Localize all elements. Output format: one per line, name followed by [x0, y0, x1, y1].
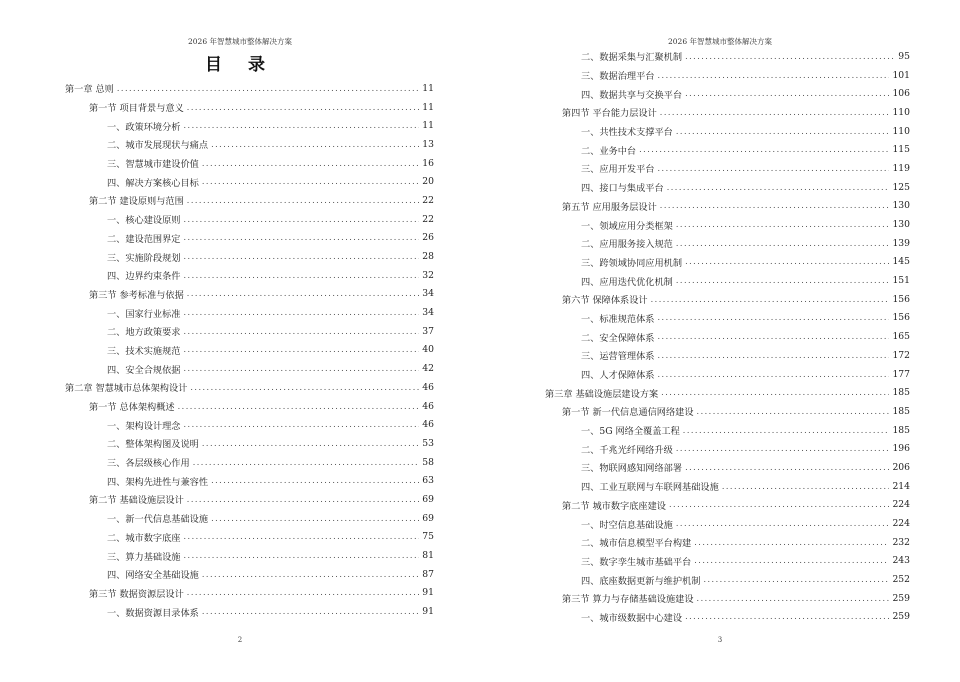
toc-entry-page: 110 — [892, 125, 910, 137]
toc-leader-dots — [202, 439, 419, 448]
toc-entry-item[interactable] — [480, 346, 960, 365]
toc-entry-page: 69 — [422, 493, 434, 505]
toc-entry-label: 四、人才保障体系 — [581, 370, 655, 382]
toc-entry-page: 11 — [422, 82, 434, 94]
toc-entry-page: 32 — [422, 269, 434, 281]
toc-entry-item[interactable] — [480, 84, 960, 103]
toc-entry-chapter[interactable] — [0, 378, 480, 397]
toc-entry-item[interactable] — [480, 608, 960, 627]
toc-entry-item[interactable] — [480, 215, 960, 234]
toc-leader-dots — [676, 276, 890, 285]
toc-entry-label: 四、工业互联网与车联网基础设施 — [581, 482, 719, 494]
toc-entry-label: 第二节 基础设施层设计 — [89, 495, 184, 507]
toc-entry-item[interactable] — [480, 140, 960, 159]
toc-entry-label: 三、跨领域协同应用机制 — [581, 257, 683, 269]
toc-leader-dots — [685, 89, 889, 98]
toc-entry-page: 224 — [892, 518, 910, 530]
toc-entry-label: 第一章 总则 — [65, 84, 114, 96]
toc-entry-page: 145 — [892, 256, 910, 268]
toc-entry-page: 91 — [422, 587, 434, 599]
toc-leader-dots — [184, 121, 420, 130]
toc-entry-item[interactable] — [480, 439, 960, 458]
toc-leader-dots — [193, 458, 420, 467]
toc-leader-dots — [685, 257, 889, 266]
toc-entry-item[interactable] — [0, 602, 480, 621]
toc-entry-item[interactable] — [0, 546, 480, 565]
toc-leader-dots — [202, 607, 419, 616]
toc-entry-page: 165 — [892, 331, 910, 343]
toc-entry-item[interactable] — [0, 565, 480, 584]
toc-leader-dots — [202, 570, 419, 579]
toc-leader-dots — [211, 476, 419, 485]
toc-leader-dots — [184, 308, 420, 317]
toc-entry-page: 156 — [892, 312, 910, 324]
toc-leader-dots — [658, 164, 890, 173]
toc-entry-item[interactable] — [0, 266, 480, 285]
toc-entry-label: 一、共性技术支撑平台 — [581, 127, 673, 139]
toc-entry-page: 224 — [892, 499, 910, 511]
toc-entry-label: 一、架构设计理念 — [107, 420, 181, 432]
toc-entry-page: 243 — [892, 555, 910, 567]
toc-entry-label: 三、实施阶段规划 — [107, 252, 181, 264]
toc-entry-item[interactable] — [480, 309, 960, 328]
toc-entry-item[interactable] — [480, 253, 960, 272]
toc-entry-item[interactable] — [480, 47, 960, 66]
toc-leader-dots — [187, 495, 420, 504]
toc-entry-label: 第一节 总体架构概述 — [89, 402, 175, 414]
toc-leader-dots — [117, 84, 419, 93]
toc-title: 目 录 — [205, 55, 275, 75]
toc-entry-page: 63 — [422, 475, 434, 487]
toc-entry-page: 26 — [422, 232, 434, 244]
toc-entry-item[interactable] — [0, 229, 480, 248]
toc-entry-label: 二、业务中台 — [581, 145, 637, 157]
toc-leader-dots — [683, 426, 890, 435]
toc-leader-dots — [658, 351, 890, 360]
toc-entry-label: 一、新一代信息基础设施 — [107, 514, 209, 526]
toc-entry-page: 37 — [422, 325, 434, 337]
toc-entry-section[interactable] — [480, 290, 960, 309]
toc-leader-dots — [211, 140, 419, 149]
toc-entry-page: 11 — [422, 120, 434, 132]
toc-entry-label: 三、应用开发平台 — [581, 164, 655, 176]
toc-leader-dots — [685, 52, 895, 61]
toc-entry-item[interactable] — [480, 234, 960, 253]
toc-entry-item[interactable] — [0, 453, 480, 472]
toc-leader-dots — [676, 127, 890, 136]
toc-entry-item[interactable] — [480, 365, 960, 384]
toc-entry-section[interactable] — [0, 191, 480, 210]
toc-entry-item[interactable] — [0, 154, 480, 173]
toc-entry-page: 139 — [892, 237, 910, 249]
toc-entry-page: 110 — [892, 106, 910, 118]
toc-entry-label: 一、领域应用分类框架 — [581, 220, 673, 232]
toc-entry-page: 28 — [422, 251, 434, 263]
toc-entry-item[interactable] — [480, 533, 960, 552]
toc-entry-item[interactable] — [480, 570, 960, 589]
toc-entry-item[interactable] — [480, 477, 960, 496]
toc-leader-dots — [658, 332, 890, 341]
toc-leader-dots — [184, 364, 420, 373]
toc-entry-label: 第一节 项目背景与意义 — [89, 103, 184, 115]
toc-entry-page: 91 — [422, 606, 434, 618]
toc-leader-dots — [178, 402, 420, 411]
toc-entry-label: 三、各层级核心作用 — [107, 458, 190, 470]
toc-entry-section[interactable] — [480, 103, 960, 122]
toc-entry-item[interactable] — [0, 210, 480, 229]
toc-entry-label: 三、技术实施规范 — [107, 345, 181, 357]
toc-leader-dots — [694, 556, 889, 565]
toc-leader-dots — [184, 420, 420, 429]
toc-entry-label: 第六节 保障体系设计 — [562, 295, 648, 307]
toc-entry-item[interactable] — [480, 421, 960, 440]
toc-leader-dots — [660, 108, 890, 117]
toc-leader-dots — [184, 252, 420, 261]
toc-entry-page: 46 — [422, 419, 434, 431]
toc-entry-page: 22 — [422, 194, 434, 206]
toc-entry-page: 13 — [422, 138, 434, 150]
toc-entry-item[interactable] — [0, 247, 480, 266]
toc-entry-label: 一、时空信息基础设施 — [581, 519, 673, 531]
toc-leader-dots — [190, 383, 419, 392]
toc-entry-page: 95 — [898, 50, 910, 62]
toc-entry-label: 一、政策环境分析 — [107, 121, 181, 133]
toc-entry-page: 46 — [422, 381, 434, 393]
toc-entry-page: 130 — [892, 219, 910, 231]
toc-entry-page: 58 — [422, 456, 434, 468]
toc-leader-dots — [694, 538, 889, 547]
toc-entry-page: 185 — [892, 405, 910, 417]
toc-entry-label: 第四节 平台能力层设计 — [562, 108, 657, 120]
toc-leader-dots — [660, 201, 890, 210]
toc-entry-page: 119 — [892, 162, 910, 174]
toc-entry-item[interactable] — [480, 66, 960, 85]
toc-entry-item[interactable] — [480, 552, 960, 571]
toc-leader-dots — [661, 388, 889, 397]
toc-entry-label: 二、城市发展现状与痛点 — [107, 140, 209, 152]
toc-entry-item[interactable] — [0, 341, 480, 360]
toc-leader-dots — [722, 482, 890, 491]
toc-entry-item[interactable] — [0, 172, 480, 191]
toc-entry-chapter[interactable] — [0, 79, 480, 98]
right-page — [480, 0, 960, 682]
toc-entry-page: 232 — [892, 536, 910, 548]
toc-entry-label: 一、城市级数据中心建设 — [581, 612, 683, 624]
toc-leader-dots — [184, 271, 420, 280]
toc-entry-section[interactable] — [0, 490, 480, 509]
toc-entry-label: 第二节 城市数字底座建设 — [562, 500, 666, 512]
toc-entry-label: 四、安全合规依据 — [107, 364, 181, 376]
toc-entry-label: 三、数字孪生城市基础平台 — [581, 556, 692, 568]
toc-leader-dots — [639, 145, 889, 154]
toc-entry-section[interactable] — [0, 285, 480, 304]
toc-entry-item[interactable] — [0, 528, 480, 547]
toc-entry-page: 259 — [892, 592, 910, 604]
toc-entry-label: 四、接口与集成平台 — [581, 183, 664, 195]
toc-entry-page: 151 — [892, 275, 910, 287]
toc-entry-label: 第三节 参考标准与依据 — [89, 289, 184, 301]
toc-entry-page: 34 — [422, 307, 434, 319]
toc-entry-section[interactable] — [480, 197, 960, 216]
toc-entry-item[interactable] — [0, 116, 480, 135]
toc-entry-label: 第三节 算力与存储基础设施建设 — [562, 594, 694, 606]
toc-leader-dots — [211, 514, 419, 523]
toc-entry-label: 二、建设范围界定 — [107, 233, 181, 245]
toc-entry-page: 22 — [422, 213, 434, 225]
toc-leader-dots — [667, 183, 890, 192]
toc-entry-item[interactable] — [0, 322, 480, 341]
toc-entry-page: 156 — [892, 293, 910, 305]
toc-leader-dots — [184, 345, 420, 354]
toc-entry-label: 二、地方政策要求 — [107, 327, 181, 339]
toc-leader-dots — [685, 463, 889, 472]
toc-leader-dots — [187, 103, 420, 112]
toc-leader-dots — [187, 588, 420, 597]
toc-entry-page: 40 — [422, 344, 434, 356]
toc-leader-dots — [703, 575, 889, 584]
page-header: 2026 年智慧城市整体解决方案 — [668, 37, 772, 46]
toc-entry-label: 二、城市信息模型平台构建 — [581, 538, 692, 550]
toc-entry-item[interactable] — [480, 458, 960, 477]
toc-leader-dots — [184, 233, 420, 242]
toc-entry-item[interactable] — [480, 122, 960, 141]
toc-entry-label: 二、整体架构图及说明 — [107, 439, 199, 451]
toc-entry-item[interactable] — [0, 303, 480, 322]
toc-entry-section[interactable] — [0, 584, 480, 603]
toc-leader-dots — [187, 196, 420, 205]
toc-entry-label: 第五节 应用服务层设计 — [562, 201, 657, 213]
toc-entry-page: 81 — [422, 550, 434, 562]
toc-entry-page: 87 — [422, 568, 434, 580]
page-number: 3 — [717, 636, 723, 644]
toc-leader-dots — [676, 239, 890, 248]
toc-entry-page: 206 — [892, 461, 910, 473]
toc-entry-item[interactable] — [0, 434, 480, 453]
toc-entry-page: 185 — [892, 387, 910, 399]
toc-entry-label: 四、边界约束条件 — [107, 271, 181, 283]
toc-entry-label: 二、应用服务接入规范 — [581, 239, 673, 251]
toc-entry-page: 177 — [892, 368, 910, 380]
toc-entry-page: 53 — [422, 437, 434, 449]
toc-leader-dots — [685, 612, 889, 621]
toc-entry-label: 四、底座数据更新与维护机制 — [581, 575, 701, 587]
page-header: 2026 年智慧城市整体解决方案 — [188, 37, 292, 46]
toc-entry-label: 第一节 新一代信息通信网络建设 — [562, 407, 694, 419]
toc-leader-dots — [658, 313, 890, 322]
toc-entry-page: 46 — [422, 400, 434, 412]
toc-leader-dots — [658, 370, 890, 379]
toc-entry-label: 三、运营管理体系 — [581, 351, 655, 363]
toc-entry-page: 172 — [892, 349, 910, 361]
toc-leader-dots — [184, 551, 420, 560]
toc-entry-label: 三、数据治理平台 — [581, 71, 655, 83]
toc-entry-label: 二、安全保障体系 — [581, 332, 655, 344]
toc-entry-page: 106 — [892, 88, 910, 100]
toc-entry-section[interactable] — [0, 98, 480, 117]
toc-entry-page: 69 — [422, 512, 434, 524]
toc-entry-section[interactable] — [480, 496, 960, 515]
toc-entry-page: 11 — [422, 101, 434, 113]
toc-leader-dots — [184, 532, 420, 541]
toc-entry-item[interactable] — [0, 135, 480, 154]
toc-leader-dots — [676, 444, 890, 453]
toc-leader-dots — [676, 519, 890, 528]
page-number: 2 — [237, 636, 243, 644]
toc-entry-page: 259 — [892, 611, 910, 623]
toc-entry-page: 185 — [892, 424, 910, 436]
toc-leader-dots — [676, 220, 890, 229]
toc-entry-item[interactable] — [0, 471, 480, 490]
toc-entry-page: 101 — [892, 69, 910, 81]
toc-leader-dots — [202, 177, 419, 186]
toc-entry-label: 三、物联网感知网络部署 — [581, 463, 683, 475]
toc-entry-label: 一、5G 网络全覆盖工程 — [581, 426, 680, 438]
toc-entry-label: 第三章 基础设施层建设方案 — [545, 388, 659, 400]
toc-leader-dots — [658, 71, 890, 80]
toc-entry-label: 二、数据采集与汇聚机制 — [581, 52, 683, 64]
toc-leader-dots — [697, 594, 890, 603]
toc-entry-label: 三、算力基础设施 — [107, 551, 181, 563]
toc-entry-section[interactable] — [480, 589, 960, 608]
toc-entry-label: 四、网络安全基础设施 — [107, 570, 199, 582]
toc-leader-dots — [187, 289, 420, 298]
toc-leader-dots — [184, 215, 420, 224]
toc-entry-label: 第二章 智慧城市总体架构设计 — [65, 383, 188, 395]
toc-entry-label: 一、国家行业标准 — [107, 308, 181, 320]
toc-entry-label: 一、标准规范体系 — [581, 313, 655, 325]
toc-entry-section[interactable] — [0, 397, 480, 416]
toc-leader-dots — [669, 500, 889, 509]
toc-entry-page: 115 — [892, 144, 910, 156]
toc-entry-item[interactable] — [0, 359, 480, 378]
toc-list — [480, 47, 960, 626]
toc-entry-item[interactable] — [480, 514, 960, 533]
toc-entry-label: 一、数据资源目录体系 — [107, 607, 199, 619]
toc-leader-dots — [651, 295, 890, 304]
toc-entry-item[interactable] — [480, 159, 960, 178]
toc-entry-section[interactable] — [480, 402, 960, 421]
toc-entry-item[interactable] — [0, 509, 480, 528]
toc-entry-label: 第三节 数据资源层设计 — [89, 588, 184, 600]
toc-entry-page: 20 — [422, 176, 434, 188]
toc-entry-page: 196 — [892, 443, 910, 455]
toc-leader-dots — [697, 407, 890, 416]
toc-list — [0, 79, 480, 621]
toc-entry-label: 四、数据共享与交换平台 — [581, 89, 683, 101]
toc-entry-chapter[interactable] — [480, 383, 960, 402]
toc-entry-label: 二、千兆光纤网络升级 — [581, 444, 673, 456]
toc-leader-dots — [184, 327, 420, 336]
toc-entry-label: 二、城市数字底座 — [107, 532, 181, 544]
toc-entry-label: 三、智慧城市建设价值 — [107, 159, 199, 171]
toc-entry-label: 第二节 建设原则与范围 — [89, 196, 184, 208]
toc-entry-page: 125 — [892, 181, 910, 193]
toc-entry-item[interactable] — [480, 327, 960, 346]
toc-entry-page: 16 — [422, 157, 434, 169]
toc-entry-page: 252 — [892, 574, 910, 586]
toc-leader-dots — [202, 159, 419, 168]
toc-entry-label: 四、架构先进性与兼容性 — [107, 476, 209, 488]
toc-entry-item[interactable] — [480, 178, 960, 197]
toc-entry-label: 四、应用迭代优化机制 — [581, 276, 673, 288]
toc-entry-label: 一、核心建设原则 — [107, 215, 181, 227]
toc-entry-page: 214 — [892, 480, 910, 492]
toc-entry-page: 42 — [422, 363, 434, 375]
toc-entry-page: 75 — [422, 531, 434, 543]
toc-entry-page: 130 — [892, 200, 910, 212]
toc-entry-item[interactable] — [480, 271, 960, 290]
toc-entry-label: 四、解决方案核心目标 — [107, 177, 199, 189]
toc-entry-item[interactable] — [0, 415, 480, 434]
toc-entry-page: 34 — [422, 288, 434, 300]
